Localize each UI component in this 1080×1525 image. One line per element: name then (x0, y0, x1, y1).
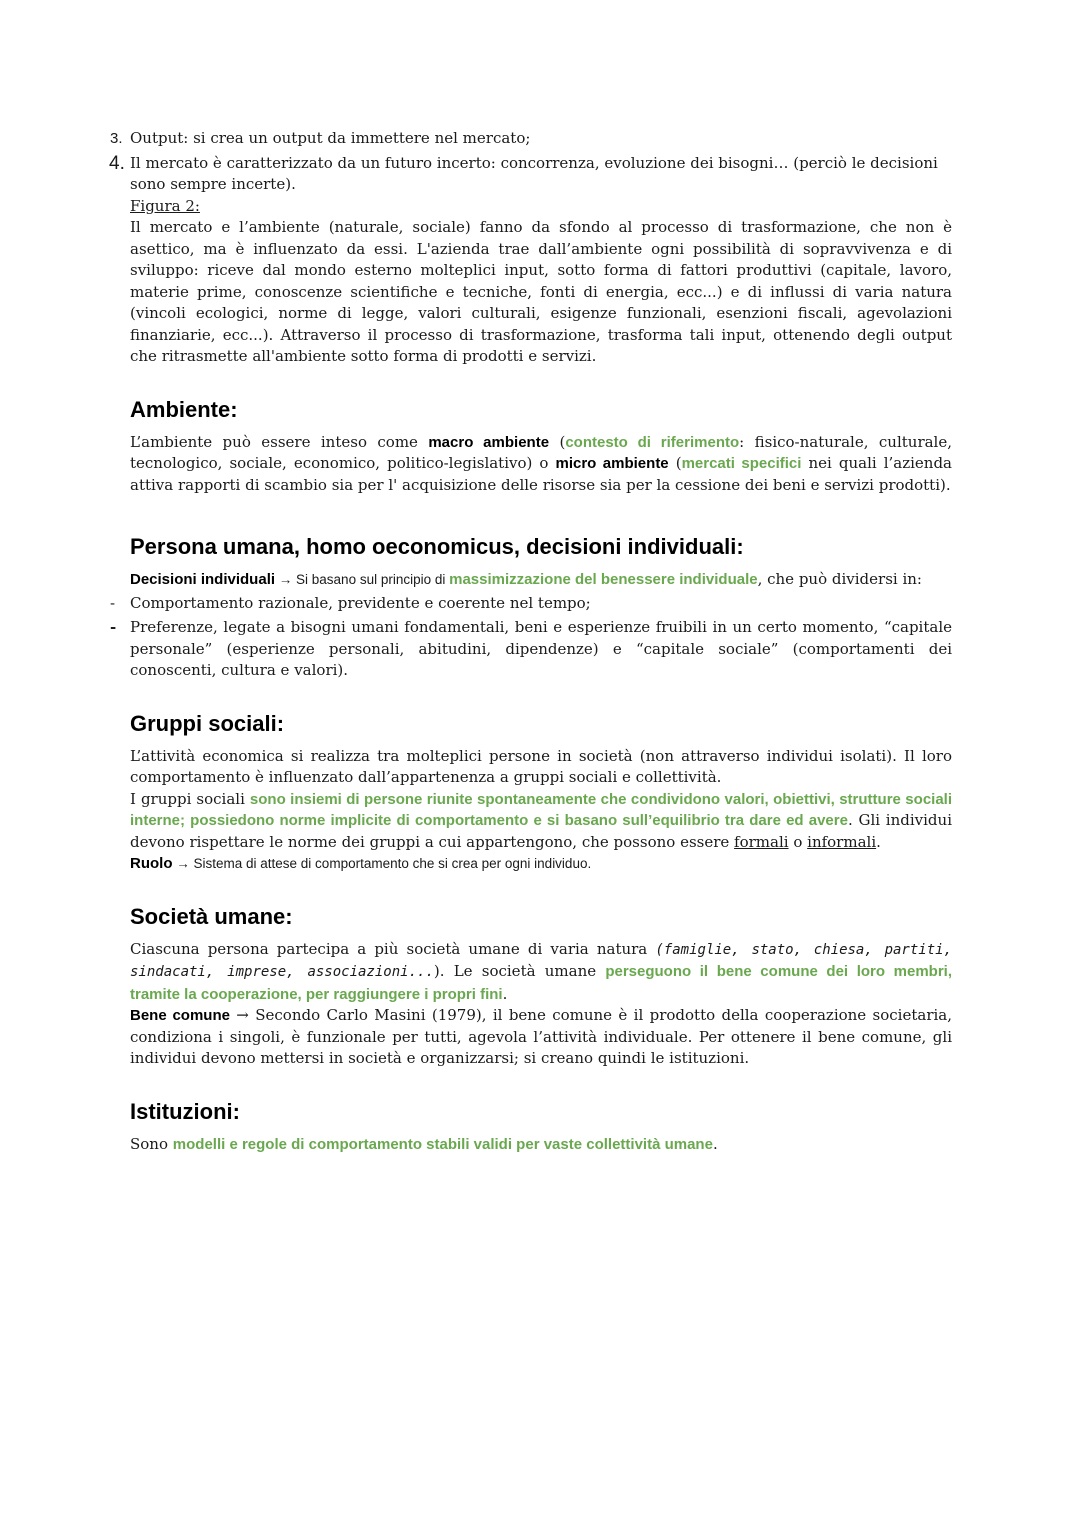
list-number: 4. (109, 152, 125, 174)
numbered-list (109, 128, 952, 196)
highlight: massimizzazione del benessere individuale (449, 571, 758, 588)
section-title-gruppi: Gruppi sociali: (130, 710, 285, 736)
highlight: perseguono il bene comune dei loro membri, tramite la cooperazione, per raggiungere i propri fini (130, 963, 952, 1003)
document-page (109, 128, 953, 1155)
societa-paragraph: Ciascuna persona partecipa a più società umane di varia natura (famiglie, stato, chiesa, partiti, sindacati, imprese, associazioni...). Le società umane perseguono il bene comune dei loro membri, tramite la cooperazione, per raggiungere i propri fini. (130, 939, 952, 1003)
section-title-persona: Persona umana, homo oeconomicus, decisioni individuali: (130, 534, 744, 559)
figura-paragraph: Il mercato e l’ambiente (naturale, sociale) fanno da sfondo al processo di trasformazione, che non è asettico, ma è influenzato da essi. L'azienda trae dall’ambiente ogni possibilità di sopravvivenza e di sviluppo: riceve dal mondo esterno molteplici input, sotto forma di fattori produttivi (capitale, lavoro, materie prime, conoscenze scientifiche e tecniche, fonti di energia, ecc...) e di influssi di varia natura (vincoli ecologici, norme di legge, valori culturali, esigenze funzionali, esenzioni fiscali, agevolazioni finanziarie, ecc...). Attraverso il processo di trasformazione, trasforma tali input, ottenendo degli output che ritrasmette all'ambiente sotto forma di prodotti e servizi. (130, 218, 952, 365)
term-micro-ambiente: micro ambiente (555, 455, 669, 472)
dash-list (110, 593, 952, 682)
figura-label: Figura 2: (130, 196, 200, 215)
list-item (78, 128, 952, 150)
section-title-istituzioni: Istituzioni: (130, 1098, 240, 1124)
highlight: modelli e regole di comportamento stabili validi per vaste collettività umane (172, 1135, 713, 1153)
list-item: - Preferenze, legate a bisogni umani fondamentali, beni e esperienze fruibili in un certo momento, “capitale personale” (esperienze personali, abitudini, dipendenze) e “capitale sociale” (comportamenti dei conoscenti, cultura e valori). (110, 618, 952, 679)
istituzioni-paragraph: Sono modelli e regole di comportamento stabili validi per vaste collettività umane. (130, 1134, 718, 1153)
term-macro-ambiente: macro ambiente (428, 433, 550, 451)
persona-paragraph: Decisioni individuali → Si basano sul principio di massimizzazione del benessere individuale, che può dividersi in: (130, 570, 922, 588)
highlight: contesto di riferimento (565, 433, 740, 451)
list-item-text: Output: si crea un output da immettere nel mercato; (130, 129, 531, 147)
underlined-formali: formali (734, 832, 789, 851)
term-ruolo: Ruolo (130, 855, 173, 872)
gruppi-paragraph-1: L’attività economica si realizza tra molteplici persone in società (non attraverso individui isolati). Il loro comportamento è influenzato dall’appartenenza a gruppi sociali e collettività. (130, 746, 952, 786)
list-number: 3. (110, 130, 123, 147)
highlight: sono insiemi di persone riunite spontaneamente che condividono valori, obiettivi, strutture sociali interne; possiedono norme implicite di comportamento e si basano sull’equilibrio tra dare ed avere (130, 790, 952, 829)
term-decisioni-individuali: Decisioni individuali (130, 571, 276, 588)
list-item: - Comportamento razionale, previdente e coerente nel tempo; (110, 593, 591, 612)
section-title-ambiente: Ambiente: (130, 396, 238, 422)
gruppi-paragraph-2: I gruppi sociali sono insiemi di persone riunite spontaneamente che condividono valori, obiettivi, strutture sociali interne; possiedono norme implicite di comportamento e si basano sull’equilibrio tra dare ed avere. Gli individui devono rispettare le norme dei gruppi a cui appartengono, che possono essere formali o informali. (130, 789, 952, 851)
term-bene-comune: Bene comune (130, 1007, 230, 1024)
bene-comune-paragraph: Bene comune → Secondo Carlo Masini (1979), il bene comune è il prodotto della cooperazione societaria, condiziona i singoli, è funzionale per tutti, agevola l’attività individuale. Per ottenere il bene comune, gli individui devono mettersi in società e organizzarsi; si creano quindi le istituzioni. (130, 1006, 952, 1067)
ambiente-paragraph: L’ambiente può essere inteso come macro ambiente (contesto di riferimento: fisico-naturale, culturale, tecnologico, sociale, economico, politico-legislativo) o micro ambiente (mercati specifici nei quali l’azienda attiva rapporti di scambio sia per l' acquisizione delle risorse sia per la cessione dei beni e servizi prodotti). (130, 432, 953, 494)
underlined-informali: informali (807, 832, 877, 851)
list-item-text: Il mercato è caratterizzato da un futuro incerto: concorrenza, evoluzione dei bisogni… (perciò le decisioni sono sempre incerte). (130, 153, 938, 193)
section-title-societa: Società umane: (130, 903, 293, 929)
list-item (78, 153, 952, 196)
ruolo-paragraph: Ruolo → Sistema di attese di comportamento che si crea per ogni individuo. (130, 855, 592, 872)
highlight: mercati specifici (681, 455, 802, 472)
